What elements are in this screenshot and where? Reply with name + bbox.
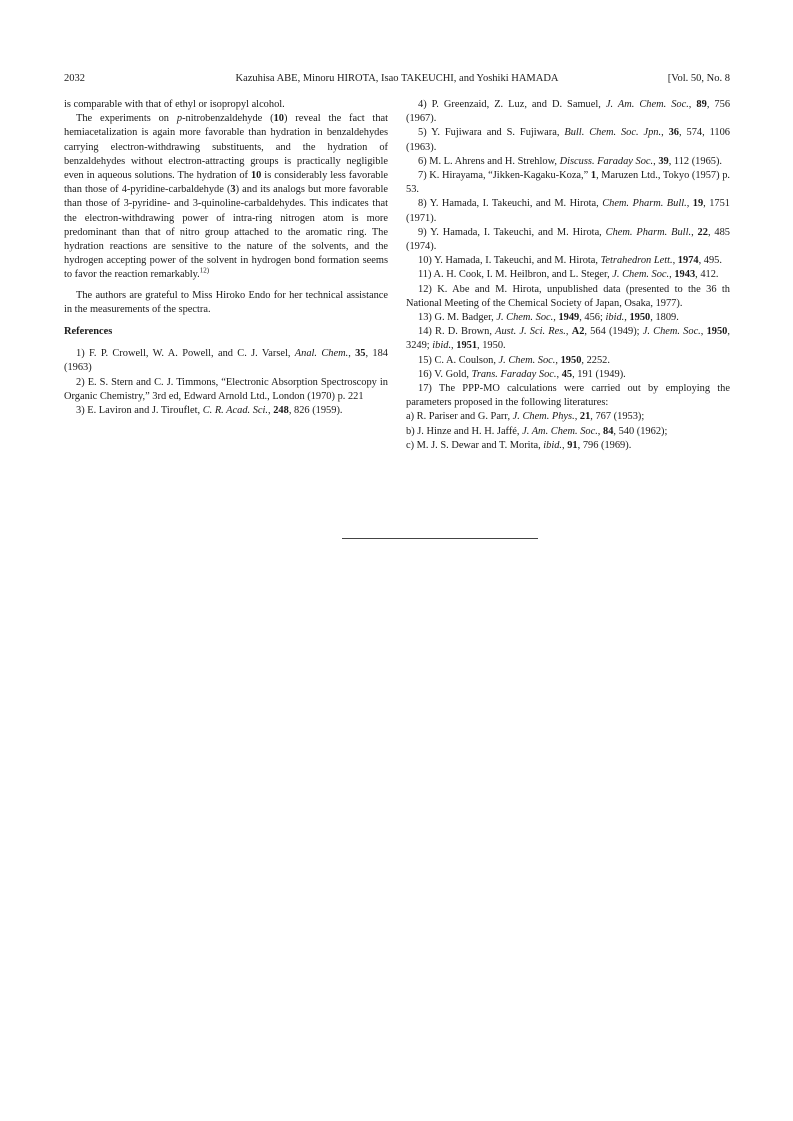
reference-14: 14) R. D. Brown, Aust. J. Sci. Res., A2, 564 (1949); J. Chem. Soc., 1950, 3249; ibid., 1951, 1950. xyxy=(406,326,730,352)
reference-8: 8) Y. Hamada, I. Takeuchi, and M. Hirota, Chem. Pharm. Bull., 19, 1751 (1971). xyxy=(406,198,730,224)
reference-10: 10) Y. Hamada, I. Takeuchi, and M. Hirota, Tetrahedron Lett., 1974, 495. xyxy=(418,255,722,267)
reference-6: 6) M. L. Ahrens and H. Strehlow, Discuss. Faraday Soc., 39, 112 (1965). xyxy=(418,155,723,167)
acknowledgement: The authors are grateful to Miss Hiroko Endo for her technical assistance in the measurements of the spectra. xyxy=(64,289,388,315)
reference-17b: b) J. Hinze and H. H. Jaffé, J. Am. Chem. Soc., 84, 540 (1962); xyxy=(406,425,668,437)
reference-5: 5) Y. Fujiwara and S. Fujiwara, Bull. Chem. Soc. Jpn., 36, 574, 1106 (1963). xyxy=(406,127,730,153)
end-of-article-rule xyxy=(342,538,538,539)
header-authors: Kazuhisa ABE, Minoru HIROTA, Isao TAKEUCHI, and Yoshiki HAMADA xyxy=(235,73,559,84)
right-column xyxy=(406,98,730,453)
page-number: 2032 xyxy=(64,73,85,84)
left-column xyxy=(64,98,388,418)
reference-15: 15) C. A. Coulson, J. Chem. Soc., 1950, 2252. xyxy=(418,354,610,366)
body-paragraph-2: The experiments on p-nitrobenzaldehyde (10) reveal the fact that hemiacetalization is again more favorable than hydration in benzaldehydes carrying electron-withdrawing substituents, and the hydration of benzaldehydes without electron-attracting groups is practically negligible even in aqueous solutions. The hydration of 10 is considerably less favorable than those of 4-pyridine-carbaldehyde (3) and its analogs but more favorable than those of 3-pyridine- and 3-quinoline-carbaldehydes. This indicates that the electron-withdrawing power of intra-ring nitrogen atom is more predominant than that of nitro group attached to the aromatic ring. The hydration reactions are sensitive to the nature of the solvents, and the hydrogen accepting power of the solvent in hydrogen bond formation seems to favor the reaction remarkably.$^{12)}$ xyxy=(64,113,389,281)
reference-17a: a) R. Pariser and G. Parr, J. Chem. Phys., 21, 767 (1953); xyxy=(406,411,645,423)
reference-3: 3) E. Laviron and J. Tirouflet, C. R. Acad. Sci., 248, 826 (1959). xyxy=(76,405,343,417)
reference-1: 1) F. P. Crowell, W. A. Powell, and C. J. Varsel, Anal. Chem., 35, 184 (1963) xyxy=(64,348,389,374)
running-header xyxy=(64,73,730,87)
reference-11: 11) A. H. Cook, I. M. Heilbron, and L. Steger, J. Chem. Soc., 1943, 412. xyxy=(418,269,719,281)
header-volume: [Vol. 50, No. 8 xyxy=(667,73,730,84)
reference-16: 16) V. Gold, Trans. Faraday Soc., 45, 191 (1949). xyxy=(418,368,626,380)
reference-12: 12) K. Abe and M. Hirota, unpublished data (presented to the 36 th National Meeting of the Chemical Society of Japan, Osaka, 1977). xyxy=(406,283,730,309)
reference-13: 13) G. M. Badger, J. Chem. Soc., 1949, 456; ibid., 1950, 1809. xyxy=(418,312,679,324)
reference-17c: c) M. J. S. Dewar and T. Morita, ibid., 91, 796 (1969). xyxy=(406,439,632,451)
references-heading: References xyxy=(64,326,113,338)
reference-4: 4) P. Greenzaid, Z. Luz, and D. Samuel, J. Am. Chem. Soc., 89, 756 (1967). xyxy=(406,99,731,125)
reference-7: 7) K. Hirayama, “Jikken-Kagaku-Koza,” 1, Maruzen Ltd., Tokyo (1957) p. 53. xyxy=(406,170,730,196)
reference-17: 17) The PPP-MO calculations were carried out by employing the parameters proposed in the following literatures: xyxy=(406,383,730,409)
reference-9: 9) Y. Hamada, I. Takeuchi, and M. Hirota, Chem. Pharm. Bull., 22, 485 (1974). xyxy=(406,226,730,253)
reference-2: 2) E. S. Stern and C. J. Timmons, “Electronic Absorption Spectroscopy in Organic Chemistry,” 3rd ed, Edward Arnold Ltd., London (1970) p. 221 xyxy=(64,376,388,402)
body-paragraph-1: is comparable with that of ethyl or isopropyl alcohol. xyxy=(64,99,285,110)
